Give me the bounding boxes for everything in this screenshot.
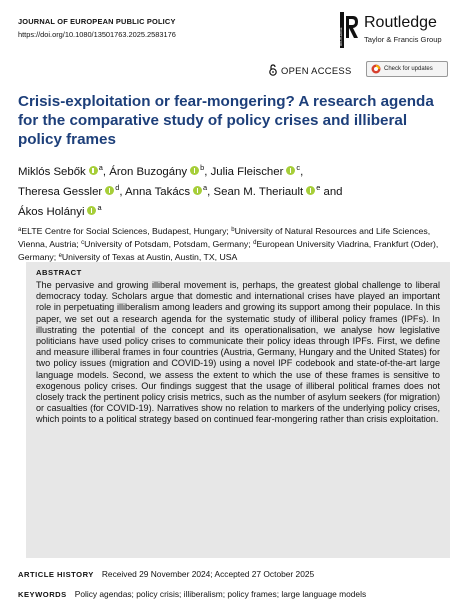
abstract-heading: ABSTRACT	[36, 268, 82, 277]
open-access-badge	[268, 64, 352, 76]
history-dates: Received 29 November 2024; Accepted 27 October 2025	[101, 569, 315, 579]
orcid-icon[interactable]	[286, 166, 295, 175]
affiliation-mark: c	[81, 240, 85, 247]
author-name[interactable]: Ákos Holányi	[18, 206, 85, 218]
author-affiliation-mark: a	[97, 203, 102, 212]
affiliation-mark: a	[18, 227, 22, 233]
affiliation-text: University of Potsdam, Potsdam, Germany;	[84, 239, 254, 250]
author-separator: and	[320, 186, 343, 198]
author-affiliation-mark: a	[203, 183, 208, 192]
author-name[interactable]: Julia Fleischer	[210, 166, 284, 178]
open-access-label: OPEN ACCESS	[281, 64, 352, 76]
author-affiliation-mark: a	[98, 163, 103, 172]
author-separator: ,	[207, 186, 214, 198]
author-affiliation-mark: c	[296, 163, 301, 172]
keywords-list: Policy agendas; policy crisis; illiberalism; policy frames; large language models	[74, 589, 367, 599]
author-affiliation-mark: b	[200, 163, 205, 172]
author-affiliation-mark: d	[115, 183, 120, 192]
author-name[interactable]: Anna Takács	[125, 186, 191, 198]
author-separator: ,	[204, 166, 211, 178]
article-title: Crisis-exploitation or fear-mongering? A research agenda for the comparative study of policy crises and illiberal policy frames	[18, 93, 434, 148]
check-updates-button[interactable]	[366, 61, 448, 77]
author-name[interactable]: Sean M. Theriault	[213, 186, 304, 198]
affiliation-text: European University Viadrina, Frankfurt (Oder), Germany;	[18, 239, 439, 263]
publisher-subtitle: Taylor & Francis Group	[364, 35, 442, 44]
affiliation-mark: b	[231, 227, 235, 233]
affiliation-mark: e	[58, 253, 62, 260]
journal-name: JOURNAL OF EUROPEAN PUBLIC POLICY	[18, 17, 176, 26]
orcid-icon[interactable]	[193, 186, 202, 195]
affiliations	[18, 224, 450, 264]
check-updates-label: Check for updates	[384, 66, 433, 72]
affiliation-text: University of Natural Resources and Life Sciences, Vienna, Austria;	[18, 226, 431, 250]
orcid-icon[interactable]	[306, 186, 315, 195]
doi-link[interactable]: https://doi.org/10.1080/13501763.2025.2583176	[18, 30, 176, 39]
orcid-icon[interactable]	[89, 166, 98, 175]
author-list	[18, 160, 448, 220]
publisher-vertical: ROUTLEDGE	[339, 27, 343, 46]
orcid-icon[interactable]	[105, 186, 114, 195]
routledge-logo-icon	[340, 12, 358, 48]
abstract-box	[26, 262, 450, 558]
orcid-icon[interactable]	[87, 206, 96, 215]
author-separator: ,	[119, 186, 126, 198]
affiliation-text: ELTE Centre for Social Sciences, Budapest, Hungary;	[21, 226, 232, 236]
author-separator: ,	[102, 166, 110, 178]
affiliation-text: University of Texas at Austin, Austin, TX, USA	[61, 252, 238, 263]
open-lock-icon	[268, 64, 278, 76]
author-name[interactable]: Theresa Gessler	[18, 186, 103, 198]
affiliation-mark: d	[253, 240, 257, 247]
publisher-name: Routledge	[364, 14, 437, 31]
article-history	[18, 569, 450, 579]
author-separator: ,	[300, 166, 304, 178]
author-name[interactable]: Miklós Sebők	[18, 166, 86, 178]
keywords	[18, 589, 450, 599]
abstract-text: The pervasive and growing illiberal movement is, perhaps, the greatest global challenge to liberal democracy today. Scholars argue that domestic and international crises have played an important role in perpetuating illiberalism among leaders and growing its support among their populace. In this paper, we set out a research agenda for the systematic study of illiberal policy frames (IPFs). In illustrating the potential of the concept and its operationalisation, we analyse how legislative politicians have used policy crises to communicate their policy ideas through IPFs. First, we define and measure illiberal frames in four countries (Austria, Germany, Hungary and the United States) for two policy issues (migration and COVID-19) using a novel IPF codebook and state-of-the-art large language models. Second, we assess the extent to which the use of these frames is sensitive to exogenous policy crises. Our findings suggest that the usage of illiberal political frames does not closely track the pertinent policy crisis metrics, such as the number of asylum seekers (for migration) or casualties (for COVID-19). Narratives show no relation to markers of the underlying policy crises, which points to a political strategy based on continued fear-mongering rather than crisis exploitation.	[36, 280, 440, 425]
keywords-label: KEYWORDS	[18, 590, 67, 599]
author-affiliation-mark: e	[316, 183, 321, 192]
orcid-icon[interactable]	[190, 166, 199, 175]
check-updates-icon	[371, 64, 381, 74]
author-name[interactable]: Áron Buzogány	[109, 166, 188, 178]
history-label: ARTICLE HISTORY	[18, 570, 94, 579]
publisher-block	[340, 12, 450, 48]
